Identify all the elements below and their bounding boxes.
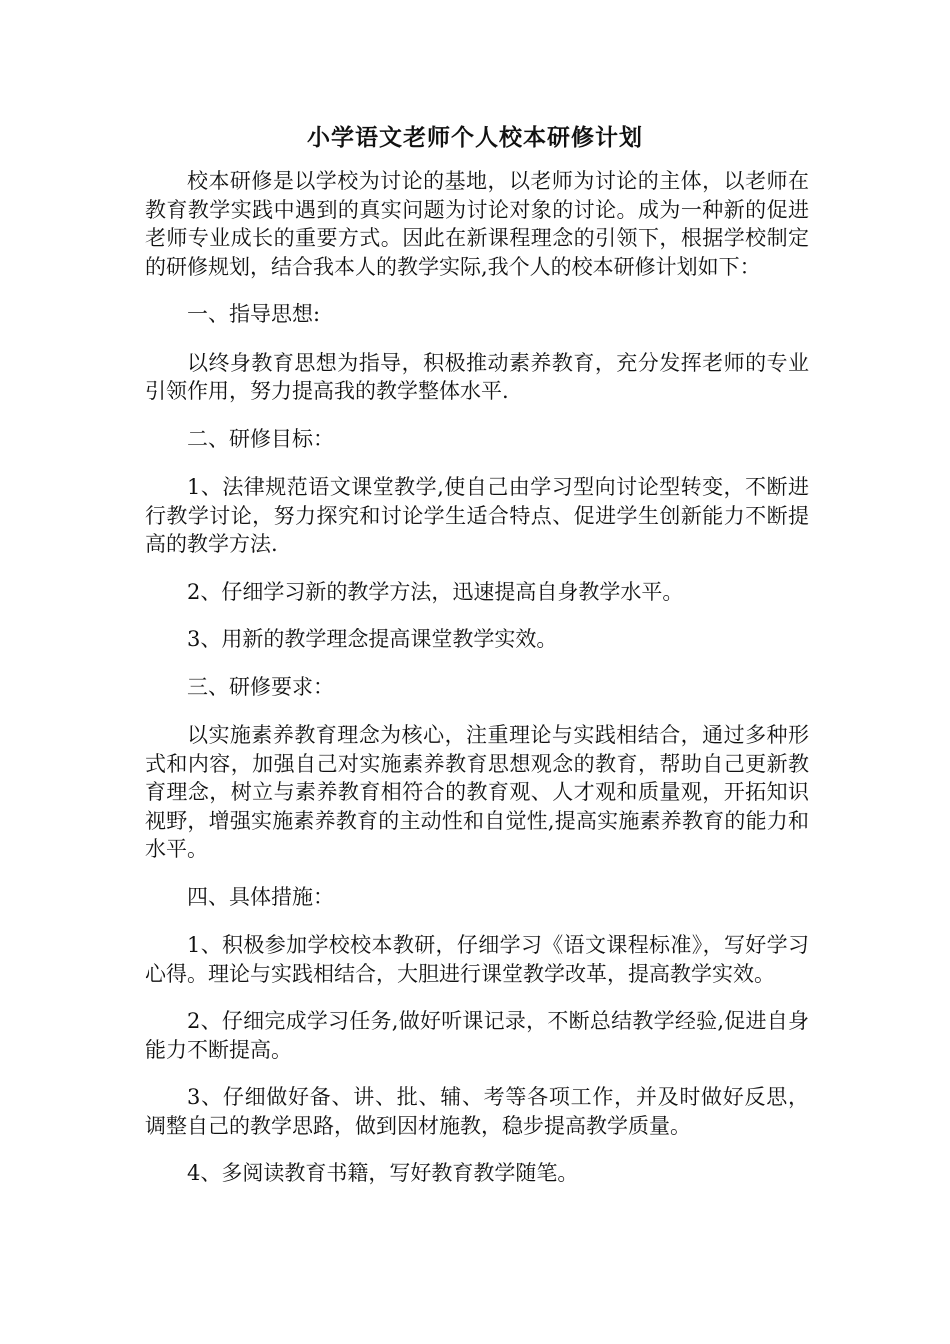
section-paragraph: 以实施素养教育理念为核心，注重理论与实践相结合，通过多种形式和内容，加强自己对实施素养教育思想观念的教育，帮助自己更新教育理念，树立与素养教育相符合的教育观、人才观和质量观，开拓知识视野，增强实施素养教育的主动性和自觉性,提高实施素养教育的能力和水平。 — [145, 723, 809, 861]
section-paragraph: 1、法律规范语文课堂教学,使自己由学习型向讨论型转变，不断进行教学讨论，努力探究和讨论学生适合特点、促进学生创新能力不断提高的教学方法. — [145, 475, 809, 556]
document-title: 小学语文老师个人校本研修计划 — [307, 124, 643, 151]
section-heading-guiding-ideology: 一、指导思想: — [187, 302, 321, 326]
section-paragraph: 4、多阅读教育书籍，写好教育教学随笔。 — [187, 1161, 579, 1185]
section-heading-training-goals: 二、研修目标： — [187, 426, 334, 451]
intro-paragraph: 校本研修是以学校为讨论的基地，以老师为讨论的主体，以老师在教育教学实践中遇到的真实问题为讨论对象的讨论。成为一种新的促进老师专业成长的重要方式。因此在新课程理念的引领下，根据学校制定的研修规划，结合我本人的教学实际,我个人的校本研修计划如下： — [145, 169, 809, 279]
section-paragraph: 3、仔细做好备、讲、批、辅、考等各项工作，并及时做好反思，调整自己的教学思路，做到因材施教，稳步提高教学质量。 — [145, 1085, 809, 1138]
section-paragraph: 2、仔细完成学习任务,做好听课记录，不断总结教学经验,促进自身能力不断提高。 — [145, 1009, 809, 1062]
section-heading-specific-measures: 四、具体措施： — [187, 884, 334, 909]
section-paragraph: 2、仔细学习新的教学方法，迅速提高自身教学水平。 — [187, 579, 684, 604]
section-paragraph: 1、积极参加学校校本教研，仔细学习《语文课程标准》，写好学习心得。理论与实践相结合，大胆进行课堂教学改革，提高教学实效。 — [145, 933, 809, 986]
document-body — [145, 167, 809, 1207]
section-paragraph: 3、用新的教学理念提高课堂教学实效。 — [187, 627, 558, 651]
section-heading-training-requirements: 三、研修要求： — [187, 674, 334, 699]
section-paragraph: 以终身教育思想为指导，积极推动素养教育，充分发挥老师的专业引领作用，努力提高我的教学整体水平. — [145, 350, 809, 403]
